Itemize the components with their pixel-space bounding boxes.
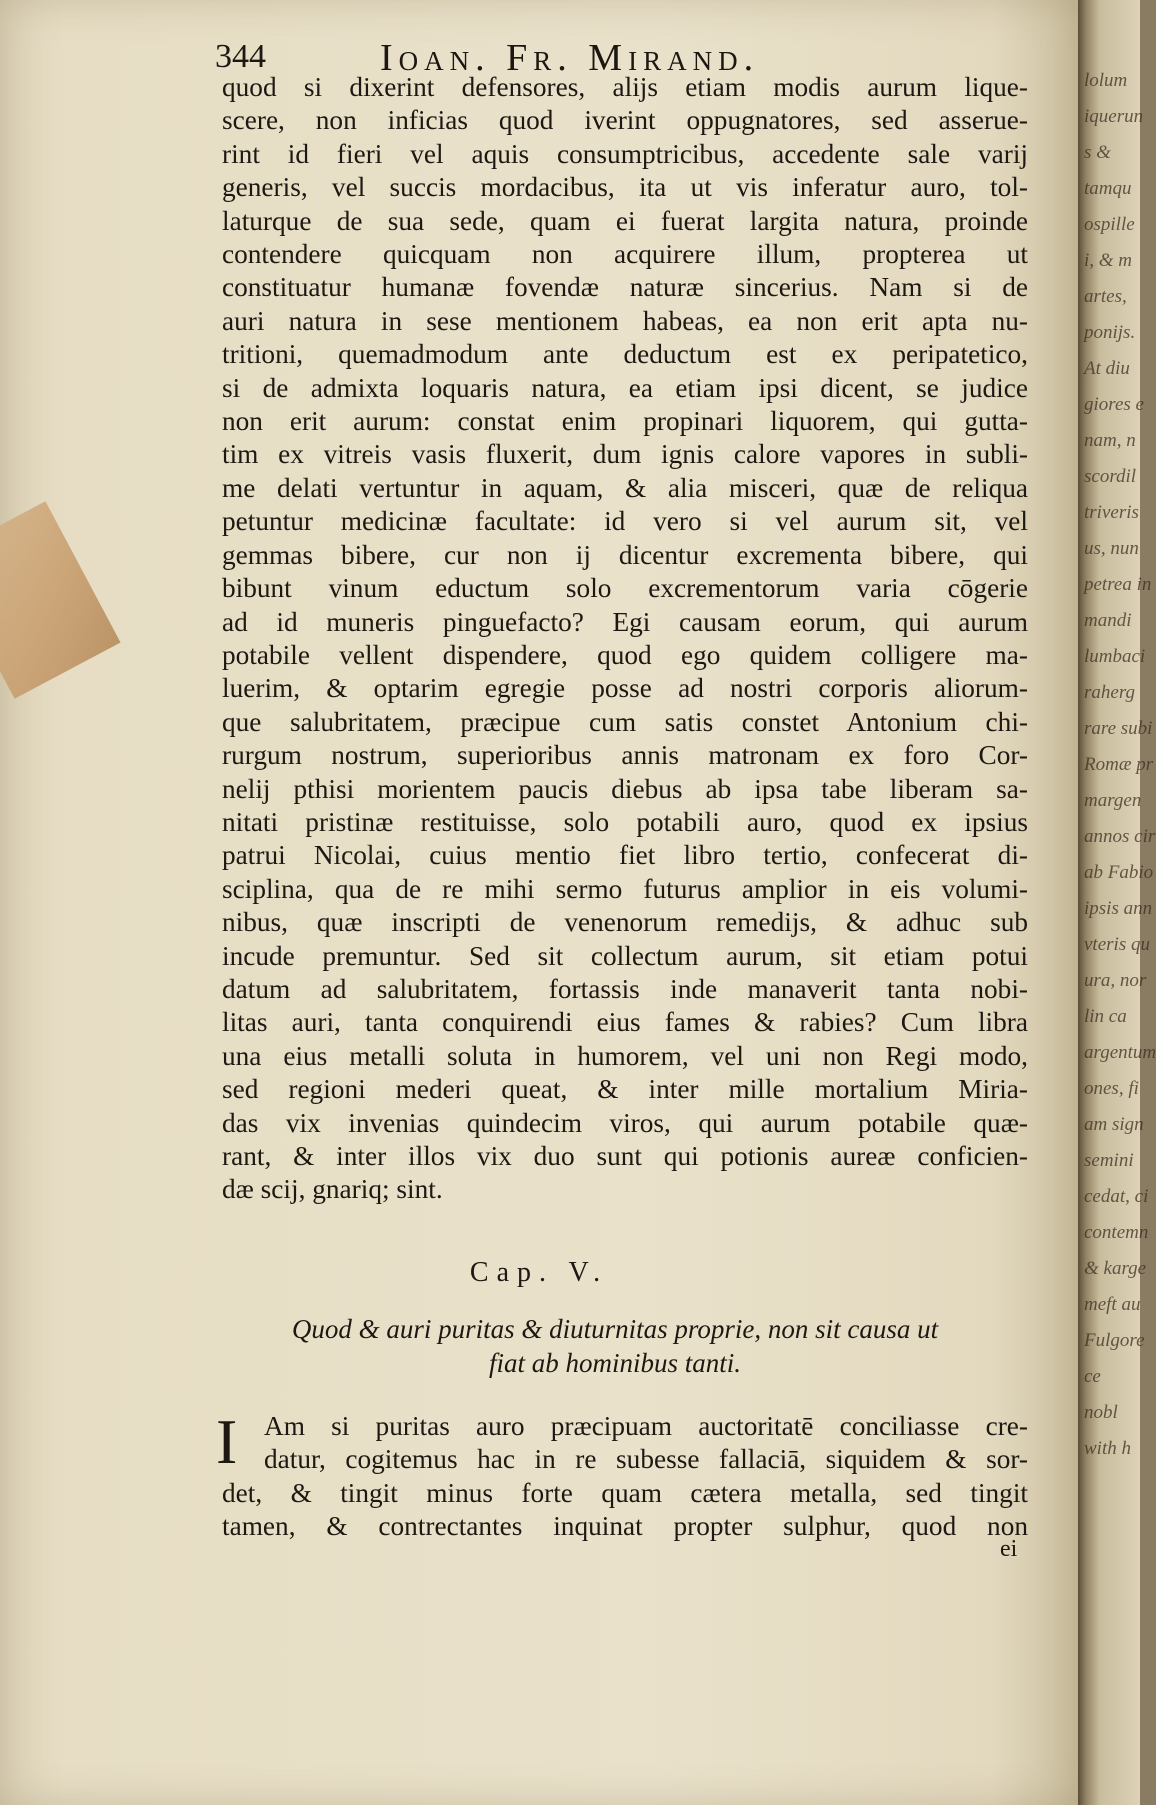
text-line: datum ad salubritatem, fortassis inde manaverit tanta nobi- [222, 973, 1028, 1004]
text-line: petuntur medicinæ facultate: id vero si vel aurum sit, vel [222, 506, 1028, 537]
chapter-line: Am si puritas auro præcipuam auctoritatē conciliasse cre- [264, 1411, 1028, 1441]
facing-fragment: ab Fabio [1084, 862, 1154, 883]
text-line: litas auri, tanta conquirendi eius fames & rabies? Cum libra [222, 1007, 1028, 1038]
drop-cap: I [216, 1406, 238, 1477]
facing-page-edge [1078, 0, 1156, 1805]
text-line: nibus, quæ inscripti de venenorum remedijs, & adhuc sub [222, 907, 1028, 938]
facing-fragment: meft au [1084, 1294, 1141, 1315]
facing-fragment: vteris qu [1084, 934, 1150, 955]
chapter-subtitle [215, 1312, 1015, 1380]
text-line: generis, vel succis mordacibus, ita ut vis inferatur auro, tol- [222, 172, 1028, 203]
facing-fragment: i, & m [1084, 250, 1133, 271]
facing-fragment: raherg [1084, 682, 1136, 703]
text-line: tim ex vitreis vasis fluxerit, dum ignis calore vapores in subli- [222, 439, 1028, 470]
facing-fragment: petrea in [1084, 574, 1152, 595]
text-line: tritioni, quemadmodum ante deductum est ex peripatetico, [222, 339, 1028, 370]
chapter-subtitle-line: fiat ab hominibus tanti. [488, 1348, 742, 1378]
text-line: nelij pthisi morientem paucis diebus ab ipsa tabe liberam sa- [222, 773, 1028, 804]
facing-fragment: giores e [1084, 394, 1144, 415]
facing-fragment: contemn [1084, 1222, 1149, 1243]
facing-fragment: ura, nor [1084, 970, 1147, 991]
facing-fragment: ponijs. [1084, 322, 1136, 343]
facing-fragment: s & [1084, 142, 1111, 163]
text-line: si de admixta loquaris natura, ea etiam ipsi dicent, se judice [222, 372, 1028, 403]
catchword: ei [1000, 1536, 1018, 1562]
text-line: non erit aurum: constat enim propinari liquorem, qui gutta- [222, 406, 1028, 437]
facing-fragment: rare subi [1084, 718, 1153, 739]
text-line: contendere quicquam non acquirere illum, propterea ut [222, 239, 1028, 270]
text-line: scere, non inficias quod iverint oppugnatores, sed asserue- [222, 105, 1028, 136]
facing-fragment: lin ca [1084, 1006, 1127, 1027]
facing-fragment: At diu [1084, 358, 1130, 379]
facing-fragment: nam, n [1084, 430, 1136, 451]
facing-fragment: am sign [1084, 1114, 1144, 1135]
facing-fragment: lumbaci [1084, 646, 1146, 667]
chapter-line: det, & tingit minus forte quam cætera metalla, sed tingit [222, 1477, 1028, 1508]
chapter-heading: Cap. V. [469, 1257, 609, 1288]
text-line: gemmas bibere, cur non ij dicentur excrementa bibere, qui [222, 539, 1028, 570]
page-number: 344 [215, 38, 266, 75]
facing-fragment: Romæ pr [1084, 754, 1154, 775]
text-line: una eius metalli soluta in humorem, vel uni non Regi modo, [222, 1040, 1028, 1071]
text-line: potabile vellent dispendere, quod ego quidem colligere ma- [222, 639, 1028, 670]
text-line: dæ scij, gnariq; sint. [222, 1174, 443, 1205]
text-line: laturque de sua sede, quam ei fuerat largita natura, proinde [222, 205, 1028, 236]
text-line: luerim, & optarim egregie posse ad nostri corporis aliorum- [222, 673, 1028, 704]
body-text [222, 71, 1028, 1207]
facing-fragment: iquerun [1084, 106, 1144, 127]
text-line: patrui Nicolai, cuius mentio fiet libro tertio, confecerat di- [222, 840, 1028, 871]
text-line: constituatur humanæ fovendæ naturæ sincerius. Nam si de [222, 272, 1028, 303]
facing-fragment: scordil [1084, 466, 1137, 487]
facing-fragment: margen [1084, 790, 1142, 811]
facing-fragment: triveris [1084, 502, 1139, 523]
facing-fragment: Fulgore [1084, 1330, 1145, 1351]
facing-fragment: us, nun [1084, 538, 1139, 559]
text-line: incude premuntur. Sed sit collectum aurum, sit etiam potui [222, 940, 1028, 971]
facing-fragment: mandi [1084, 610, 1132, 631]
chapter-line: datur, cogitemus hac in re subesse fallaciā, siquidem & sor- [264, 1444, 1028, 1475]
text-line: sciplina, qua de re mihi sermo futurus amplior in eis volumi- [222, 873, 1028, 904]
text-line: sed regioni mederi queat, & inter mille mortalium Miria- [222, 1074, 1028, 1105]
facing-fragment: semini [1084, 1150, 1134, 1171]
text-line: bibunt vinum eductum solo excrementorum varia cōgerie [222, 573, 1028, 604]
facing-fragment: ipsis ann [1084, 898, 1153, 919]
chapter-line: tamen, & contrectantes inquinat propter sulphur, quod non [222, 1511, 1028, 1542]
paper-scrap [0, 501, 121, 699]
text-line: me delati vertuntur in aquam, & alia misceri, quæ de reliqua [222, 472, 1028, 503]
facing-fragment: artes, [1084, 286, 1127, 307]
facing-fragment: annos cir [1084, 826, 1156, 847]
text-line: rurgum nostrum, superioribus annis matronam ex foro Cor- [222, 740, 1028, 771]
facing-fragment: & karge [1084, 1258, 1147, 1279]
text-line: rint id fieri vel aquis consumptricibus, accedente sale varij [222, 138, 1028, 169]
text-line: ad id muneris pinguefacto? Egi causam eorum, qui aurum [222, 606, 1028, 637]
text-line: auri natura in sese mentionem habeas, ea non erit apta nu- [222, 305, 1028, 336]
text-line: nitati pristinæ restituisse, solo potabili auro, quod ex ipsius [222, 806, 1028, 837]
text-line: que salubritatem, præcipue cum satis constet Antonium chi- [222, 706, 1028, 737]
facing-fragment: cedat, ci [1084, 1186, 1149, 1207]
facing-fragment: ones, fi [1084, 1078, 1139, 1099]
facing-fragment: ce [1084, 1366, 1101, 1387]
text-line: quod si dixerint defensores, alijs etiam modis aurum lique- [222, 72, 1028, 102]
text-line: rant, & inter illos vix duo sunt qui potionis aureæ conficien- [222, 1141, 1028, 1171]
facing-fragment: tamqu [1084, 178, 1132, 199]
running-head: Ioan. Fr. Mirand. [380, 37, 760, 79]
facing-fragment: with h [1084, 1438, 1131, 1459]
text-line: das vix invenias quindecim viros, qui aurum potabile quæ- [222, 1107, 1028, 1138]
facing-fragment: ospille [1084, 214, 1135, 235]
chapter-subtitle-line: Quod & auri puritas & diuturnitas proprie, non sit causa ut [291, 1314, 939, 1344]
facing-fragment: nobl [1084, 1402, 1118, 1423]
facing-fragment: argentum [1084, 1042, 1156, 1063]
chapter-text [222, 1410, 1028, 1544]
facing-fragment: lolum [1084, 70, 1128, 91]
